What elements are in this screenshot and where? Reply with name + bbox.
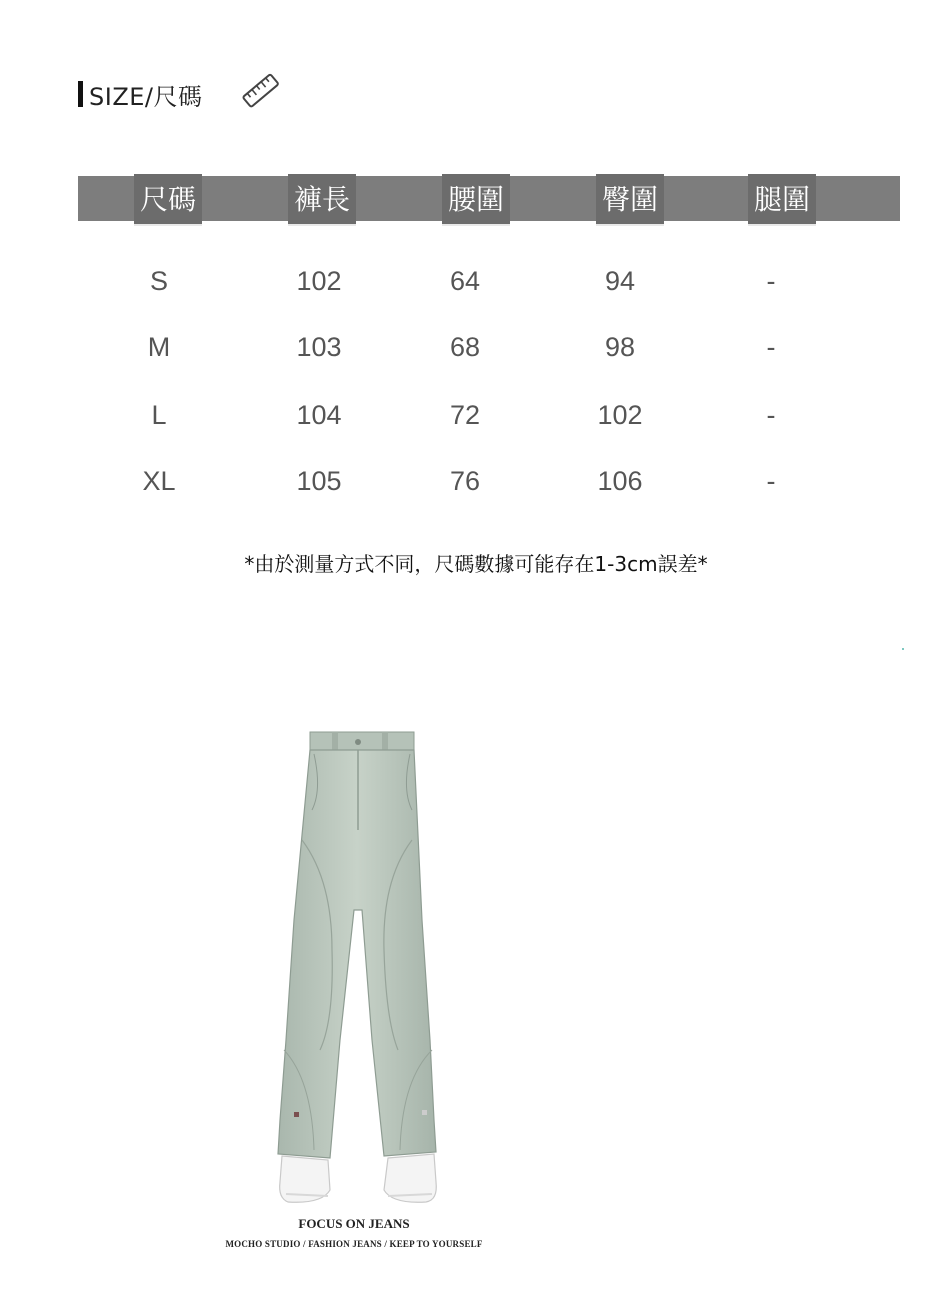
cell-leg: - [766, 332, 776, 362]
cell-hip: 94 [604, 266, 636, 296]
header-hip: 臀圍 [570, 176, 690, 224]
title-marker [78, 81, 83, 107]
table-row [0, 332, 937, 372]
cell-length: 104 [296, 400, 342, 430]
brand-caption [212, 1216, 496, 1249]
brand-name: FOCUS ON JEANS [298, 1216, 410, 1231]
section-title [78, 76, 203, 112]
header-leg: 腿圍 [722, 176, 842, 224]
decorative-dot [902, 648, 904, 650]
cell-length: 103 [296, 332, 342, 362]
cell-leg: - [766, 266, 776, 296]
table-row [0, 400, 937, 440]
cell-waist: 64 [449, 266, 481, 296]
cell-hip: 102 [597, 400, 643, 430]
section-title-text: SIZE/尺碼 [89, 82, 203, 111]
cell-waist: 72 [449, 400, 481, 430]
cell-leg: - [766, 400, 776, 430]
header-length: 褲長 [262, 176, 382, 224]
cell-size: S [149, 266, 168, 296]
cell-leg: - [766, 466, 776, 496]
cell-length: 105 [296, 466, 342, 496]
table-row [0, 266, 937, 306]
brand-tagline: MOCHO STUDIO / FASHION JEANS / KEEP TO YOURSELF [225, 1239, 483, 1249]
cell-size: L [151, 400, 167, 430]
cell-waist: 76 [449, 466, 481, 496]
measurement-note: *由於測量方式不同，尺碼數據可能存在1-3cm誤差* [244, 552, 708, 576]
header-size: 尺碼 [108, 176, 228, 224]
jeans-product-image [262, 720, 452, 1210]
header-waist: 腰圍 [416, 176, 536, 224]
cell-waist: 68 [449, 332, 481, 362]
cell-size: M [147, 332, 171, 362]
cell-length: 102 [296, 266, 342, 296]
cell-size: XL [142, 466, 176, 496]
cell-hip: 106 [597, 466, 643, 496]
cell-hip: 98 [604, 332, 636, 362]
table-row [0, 466, 937, 506]
ruler-icon [240, 70, 282, 112]
